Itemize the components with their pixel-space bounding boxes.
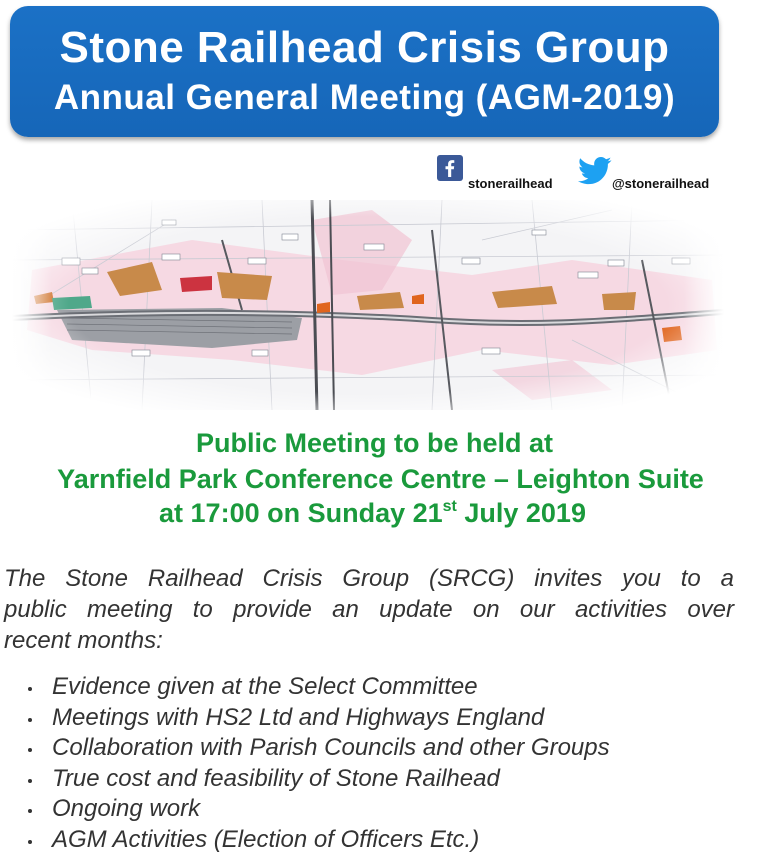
page-subtitle: Annual General Meeting (AGM-2019) xyxy=(53,78,676,117)
list-item xyxy=(28,794,610,825)
facebook-handle[interactable]: stonerailhead xyxy=(468,176,553,191)
intro-line-2: public meeting to provide an update on our activities over xyxy=(4,596,734,623)
agenda-list xyxy=(28,672,610,856)
bullet-icon xyxy=(28,687,32,691)
meeting-datetime-ordinal: st xyxy=(442,498,457,515)
bullet-icon xyxy=(28,748,32,752)
intro-line-3: recent months: xyxy=(4,627,163,654)
meeting-datetime xyxy=(0,495,753,531)
header-banner xyxy=(10,6,719,137)
agenda-item-text: Meetings with HS2 Ltd and Highways England xyxy=(52,703,545,731)
list-item xyxy=(28,764,610,795)
meeting-datetime-prefix: at 17:00 on Sunday 21 xyxy=(159,498,443,528)
list-item xyxy=(28,672,610,703)
agenda-item-text: Collaboration with Parish Councils and other Groups xyxy=(52,734,610,762)
list-item xyxy=(28,703,610,734)
agenda-item-text: Evidence given at the Select Committee xyxy=(52,673,478,700)
twitter-icon[interactable] xyxy=(578,156,612,186)
twitter-handle[interactable]: @stonerailhead xyxy=(612,176,710,191)
bullet-icon xyxy=(28,779,32,783)
agenda-item-text: Ongoing work xyxy=(52,795,201,823)
bullet-icon xyxy=(28,718,32,722)
intro-paragraph xyxy=(4,563,734,656)
list-item xyxy=(28,825,610,856)
page-title: Stone Railhead Crisis Group xyxy=(59,23,670,72)
bullet-icon xyxy=(28,840,32,844)
agenda-item-text: True cost and feasibility of Stone Railhead xyxy=(52,764,500,792)
meeting-heading-line1: Public Meeting to be held at xyxy=(195,428,554,458)
map-graphic xyxy=(12,200,724,410)
meeting-venue: Yarnfield Park Conference Centre – Leighton Suite xyxy=(57,464,704,494)
meeting-datetime-suffix: July 2019 xyxy=(456,498,586,528)
railhead-site-map xyxy=(12,200,724,410)
bullet-icon xyxy=(28,809,32,813)
facebook-icon[interactable] xyxy=(437,155,463,181)
agenda-item-text: AGM Activities (Election of Officers Etc.) xyxy=(52,825,480,853)
list-item xyxy=(28,733,610,764)
intro-line-1: The Stone Railhead Crisis Group (SRCG) invites you to a xyxy=(4,565,734,592)
